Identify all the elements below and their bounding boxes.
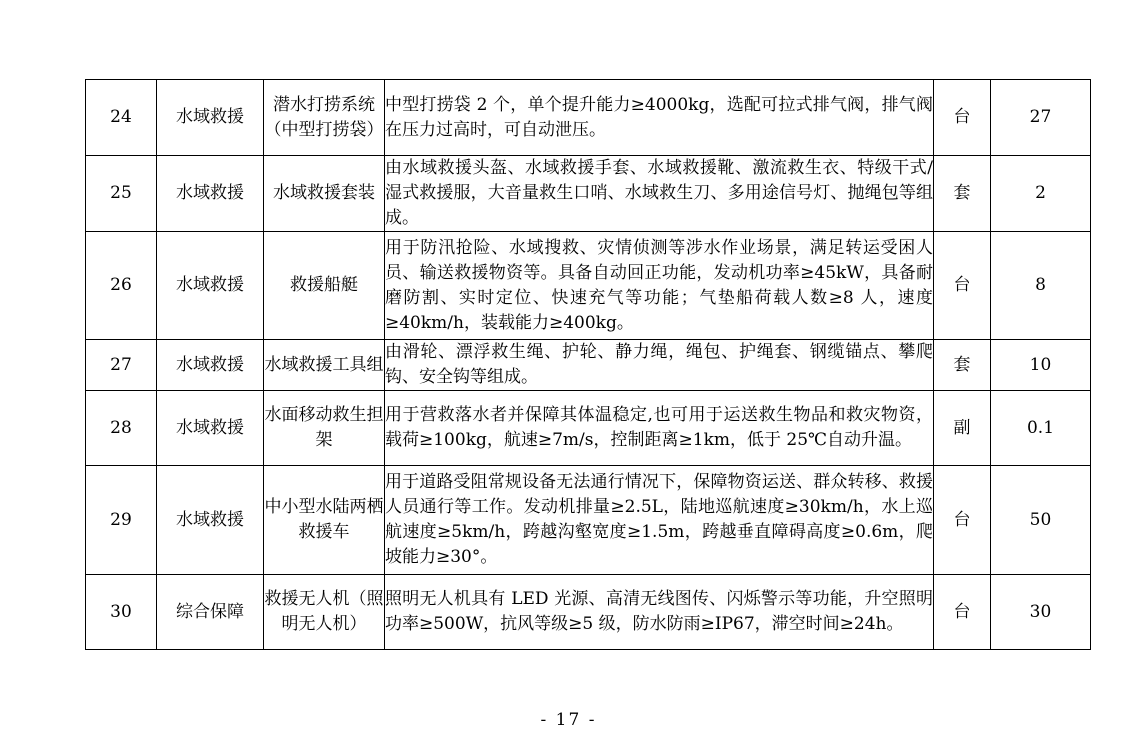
item-unit: 台 xyxy=(934,466,991,575)
item-description: 用于道路受阻常规设备无法通行情况下，保障物资运送、群众转移、救援人员通行等工作。发动机排量≥2.5L，陆地巡航速度≥30km/h，水上巡航速度≥5km/h，跨越沟壑宽度≥1.5m，跨越垂直障碍高度≥0.6m，爬坡能力≥30°。 xyxy=(385,466,934,575)
item-unit: 台 xyxy=(934,80,991,156)
item-category: 水域救援 xyxy=(157,156,264,232)
item-description: 用于防汛抢险、水域搜救、灾情侦测等涉水作业场景，满足转运受困人员、输送救援物资等。具备自动回正功能，发动机功率≥45kW，具备耐磨防割、实时定位、快速充气等功能；气垫船荷载人数≥8 人，速度≥40km/h，装载能力≥400kg。 xyxy=(385,232,934,340)
page-number: - 17 - xyxy=(540,710,597,730)
item-category: 水域救援 xyxy=(157,340,264,391)
table-row xyxy=(86,156,1091,232)
item-number: 30 xyxy=(86,575,157,650)
item-unit: 套 xyxy=(934,340,991,391)
item-description: 照明无人机具有 LED 光源、高清无线图传、闪烁警示等功能，升空照明功率≥500W，抗风等级≥5 级，防水防雨≥IP67，滞空时间≥24h。 xyxy=(385,575,934,650)
item-name: 救援船艇 xyxy=(264,232,385,340)
item-quantity: 10 xyxy=(991,340,1091,391)
item-name: 水域救援套装 xyxy=(264,156,385,232)
item-description: 用于营救落水者并保障其体温稳定,也可用于运送救生物品和救灾物资，载荷≥100kg，航速≥7m/s，控制距离≥1km，低于 25℃自动升温。 xyxy=(385,391,934,466)
table-row xyxy=(86,80,1091,156)
item-quantity: 8 xyxy=(991,232,1091,340)
item-number: 26 xyxy=(86,232,157,340)
item-name: 中小型水陆两栖救援车 xyxy=(264,466,385,575)
table-row xyxy=(86,575,1091,650)
table-row xyxy=(86,232,1091,340)
item-number: 29 xyxy=(86,466,157,575)
item-number: 28 xyxy=(86,391,157,466)
item-unit: 副 xyxy=(934,391,991,466)
item-category: 水域救援 xyxy=(157,232,264,340)
item-name: 水域救援工具组 xyxy=(264,340,385,391)
table-row xyxy=(86,391,1091,466)
item-number: 24 xyxy=(86,80,157,156)
item-category: 水域救援 xyxy=(157,80,264,156)
item-description: 中型打捞袋 2 个，单个提升能力≥4000kg，选配可拉式排气阀，排气阀在压力过高时，可自动泄压。 xyxy=(385,80,934,156)
item-quantity: 2 xyxy=(991,156,1091,232)
table-row xyxy=(86,466,1091,575)
item-name: 潜水打捞系统（中型打捞袋） xyxy=(264,80,385,156)
item-description: 由滑轮、漂浮救生绳、护轮、静力绳，绳包、护绳套、钢缆锚点、攀爬钩、安全钩等组成。 xyxy=(385,340,934,391)
item-category: 水域救援 xyxy=(157,391,264,466)
item-quantity: 0.1 xyxy=(991,391,1091,466)
item-name: 救援无人机（照明无人机） xyxy=(264,575,385,650)
item-description: 由水域救援头盔、水域救援手套、水域救援靴、激流救生衣、特级干式/湿式救援服，大音量救生口哨、水域救生刀、多用途信号灯、抛绳包等组成。 xyxy=(385,156,934,232)
table-row xyxy=(86,340,1091,391)
item-unit: 套 xyxy=(934,156,991,232)
item-category: 综合保障 xyxy=(157,575,264,650)
item-name: 水面移动救生担架 xyxy=(264,391,385,466)
item-quantity: 50 xyxy=(991,466,1091,575)
item-unit: 台 xyxy=(934,232,991,340)
item-number: 25 xyxy=(86,156,157,232)
item-category: 水域救援 xyxy=(157,466,264,575)
item-quantity: 27 xyxy=(991,80,1091,156)
equipment-table xyxy=(85,79,1091,650)
item-quantity: 30 xyxy=(991,575,1091,650)
item-unit: 台 xyxy=(934,575,991,650)
item-number: 27 xyxy=(86,340,157,391)
